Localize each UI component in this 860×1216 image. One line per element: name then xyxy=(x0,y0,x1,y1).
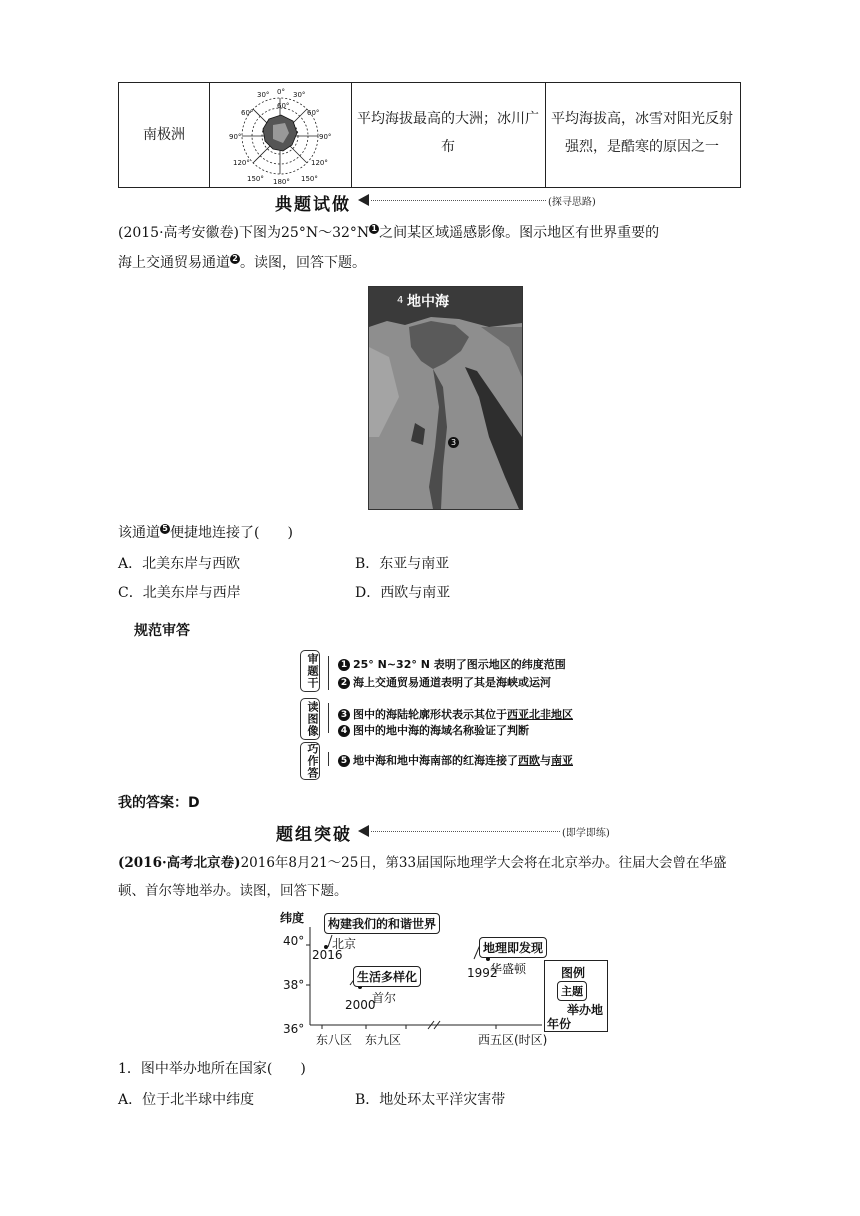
review-text: 图中的海陆轮廓形状表示其位于 xyxy=(353,708,507,721)
y-axis-label: 纬度 xyxy=(280,911,305,925)
marker-4: 4 xyxy=(338,725,350,737)
legend-theme: 主题 xyxy=(557,981,587,1001)
arrow-left-icon xyxy=(358,194,369,206)
review-line xyxy=(338,656,566,672)
continent-name: 南极洲 xyxy=(143,127,185,143)
stem-text: 海上交通贸易通道 xyxy=(118,255,230,271)
question-stem-cont: 顿、首尔等地举办。读图，回答下题。 xyxy=(118,883,348,899)
section-hint: (探寻思路) xyxy=(548,197,596,208)
y-tick: 36° xyxy=(283,1022,305,1036)
theme-bubble: 地理即发现 xyxy=(479,937,547,958)
stem-text: 。读图，回答下题。 xyxy=(240,255,366,271)
review-text: 图中的地中海的海域名称验证了判断 xyxy=(353,724,529,737)
review-text: 25° N~32° N 表明了图示地区的纬度范围 xyxy=(353,658,566,671)
arrow-left-icon xyxy=(358,825,369,837)
svg-text:180°: 180° xyxy=(273,178,290,186)
marker-3: 3 xyxy=(338,709,350,721)
antarctica-polar-diagram xyxy=(219,85,341,187)
stem-text: 2016年8月21～25日，第33届国际地理学大会将在北京举办。往届大会曾在华盛 xyxy=(240,855,727,871)
review-line xyxy=(338,674,551,690)
table-divider xyxy=(209,83,210,187)
continent-reason: 平均海拔高，冰雪对阳光反射强烈，是酷寒的原因之一 xyxy=(551,111,733,155)
svg-text:0°: 0° xyxy=(277,88,285,96)
review-bracket xyxy=(328,656,329,690)
svg-text:90°: 90° xyxy=(319,133,332,141)
review-line xyxy=(338,706,573,722)
option-b[interactable]: B．地处环太平洋灾害带 xyxy=(355,1092,506,1108)
table-divider xyxy=(545,83,546,187)
question-prompt xyxy=(118,518,293,548)
x-tick: 东八区 xyxy=(316,1033,353,1047)
svg-text:150°: 150° xyxy=(247,175,264,183)
question-source: (2015·高考安徽卷) xyxy=(118,225,240,241)
review-text: 与 xyxy=(540,754,551,767)
marker-2: 2 xyxy=(338,677,350,689)
continent-feature: 平均海拔最高的大洲；冰川广布 xyxy=(357,111,539,155)
dotted-rule xyxy=(371,200,546,201)
question-stem-cont xyxy=(118,248,366,278)
my-answer: 我的答案：D xyxy=(118,795,200,811)
marker-1: 1 xyxy=(338,659,350,671)
question-stem xyxy=(118,848,758,878)
review-bracket xyxy=(328,703,329,733)
satellite-image xyxy=(368,286,523,510)
svg-text:30°: 30° xyxy=(257,91,270,99)
x-tick: 西五区(时区) xyxy=(478,1033,548,1047)
legend-city: 举办地 xyxy=(567,1003,604,1017)
svg-text:120°: 120° xyxy=(311,159,328,167)
review-highlight: 西欧 xyxy=(518,754,540,767)
stem-text: 之间某区域遥感影像。图示地区有世界重要的 xyxy=(379,225,660,241)
section-title: 典题试做 xyxy=(275,195,351,215)
city-label: 北京 xyxy=(332,937,357,951)
svg-text:60°: 60° xyxy=(277,102,290,110)
prompt-text: 该通道 xyxy=(118,525,160,541)
marker-2: 2 xyxy=(230,254,240,264)
x-tick: 东九区 xyxy=(365,1033,402,1047)
dotted-rule xyxy=(371,831,560,832)
satellite-map-drawing xyxy=(369,287,522,509)
question-stem xyxy=(118,218,748,248)
review-highlight: 西亚北非地区 xyxy=(507,708,573,721)
svg-text:90°: 90° xyxy=(229,133,242,141)
review-bracket xyxy=(328,752,329,766)
review-tag: 审题干 xyxy=(300,650,320,692)
year-label: 2016 xyxy=(312,948,343,962)
prompt-text: 便捷地连接了( ) xyxy=(170,525,293,541)
option-d[interactable]: D．西欧与南亚 xyxy=(355,585,451,601)
theme-bubble: 构建我们的和谐世界 xyxy=(324,913,440,934)
question-source: (2016·高考北京卷) xyxy=(118,855,241,871)
year-label: 1992 xyxy=(467,966,498,980)
marker-1: 1 xyxy=(369,224,379,234)
mediterranean-label: 地中海 xyxy=(407,294,449,310)
review-text: 海上交通贸易通道表明了其是海峡或运河 xyxy=(353,676,551,689)
city-label: 华盛顿 xyxy=(490,962,527,976)
svg-text:120°: 120° xyxy=(233,159,250,167)
y-tick: 40° xyxy=(283,934,305,948)
theme-bubble: 生活多样化 xyxy=(353,966,421,987)
svg-text:30°: 30° xyxy=(293,91,306,99)
year-label: 2000 xyxy=(345,998,376,1012)
stem-text: 下图为25°N～32°N xyxy=(239,225,370,241)
legend-year: 年份 xyxy=(547,1017,572,1031)
continent-table xyxy=(118,82,741,188)
review-text: 地中海和地中海南部的红海连接了 xyxy=(353,754,518,767)
svg-text:60°: 60° xyxy=(241,109,254,117)
section-title: 题组突破 xyxy=(276,825,352,845)
marker-5: 5 xyxy=(160,524,170,534)
y-tick: 38° xyxy=(283,978,305,992)
review-line xyxy=(338,722,529,738)
review-line xyxy=(338,752,573,768)
review-title: 规范审答 xyxy=(134,623,190,639)
review-highlight: 南亚 xyxy=(551,754,573,767)
option-a[interactable]: A．北美东岸与西欧 xyxy=(118,556,241,572)
section-hint: (即学即练) xyxy=(562,828,610,839)
review-tag: 巧作答 xyxy=(300,742,320,780)
review-tag: 读图像 xyxy=(300,698,320,740)
option-c[interactable]: C．北美东岸与西岸 xyxy=(118,585,241,601)
svg-text:60°: 60° xyxy=(307,109,320,117)
city-label: 首尔 xyxy=(372,991,397,1005)
legend-title: 图例 xyxy=(561,966,586,980)
marker-5: 5 xyxy=(338,755,350,767)
chart-legend xyxy=(544,960,608,1032)
sub-question: 1．图中举办地所在国家( ) xyxy=(118,1061,306,1077)
option-a[interactable]: A．位于北半球中纬度 xyxy=(118,1092,255,1108)
option-b[interactable]: B．东亚与南亚 xyxy=(355,556,450,572)
svg-text:150°: 150° xyxy=(301,175,318,183)
marker-3: 3 xyxy=(448,437,459,448)
image-label-number: 4 xyxy=(397,295,404,306)
